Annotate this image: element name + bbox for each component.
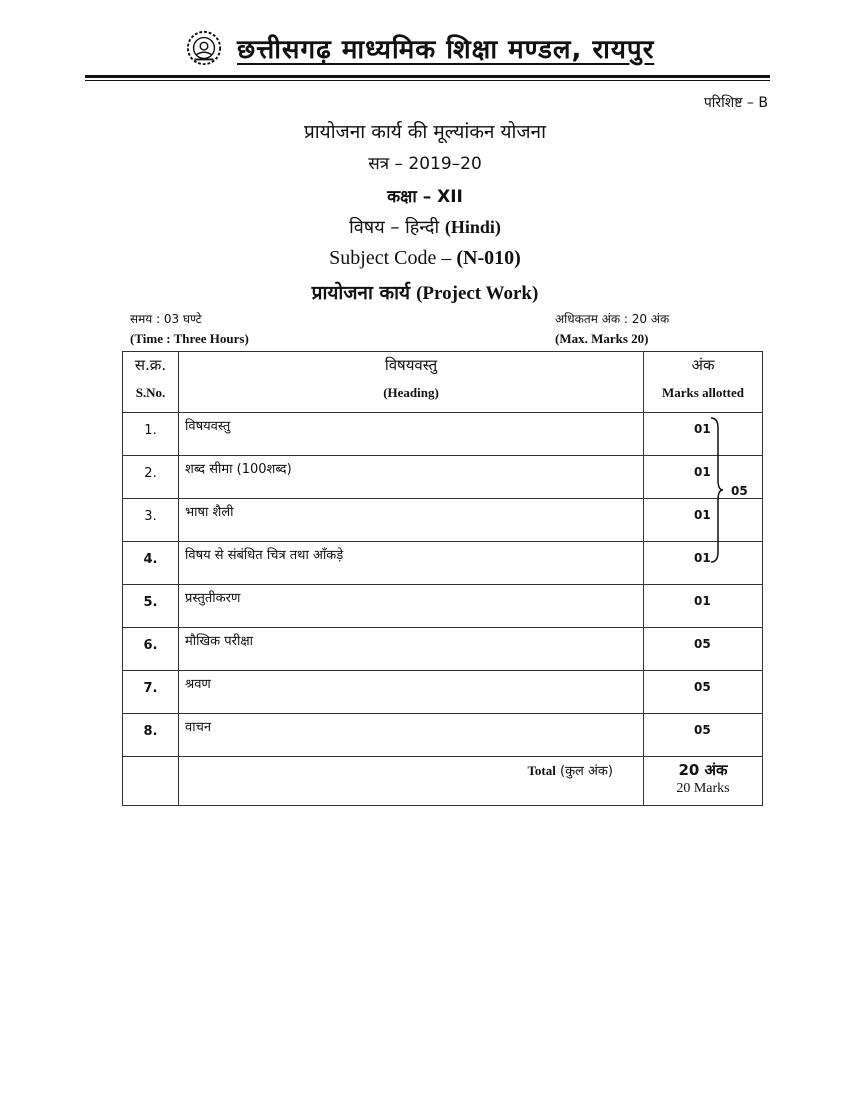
header-sno (123, 352, 179, 413)
row-sno: 8. (123, 714, 179, 757)
row-sno: 1. (123, 413, 179, 456)
subject-code-line (0, 247, 850, 270)
table-row (123, 413, 763, 456)
total-label-english: Total (527, 763, 556, 778)
table-row (123, 499, 763, 542)
row-heading: प्रस्तुतीकरण (179, 585, 644, 628)
session-line: सत्र – 2019–20 (368, 154, 482, 174)
max-marks-english: (Max. Marks 20) (555, 331, 649, 346)
row-marks-cell (644, 671, 763, 714)
header-heading (179, 352, 644, 413)
row-marks-cell (644, 413, 763, 456)
total-marks-english: 20 Marks (676, 781, 730, 796)
class-line: कक्षा – XII (387, 187, 463, 207)
row-sno: 7. (123, 671, 179, 714)
header-sno-hindi: स.क्र. (134, 356, 167, 374)
header-heading-english: (Heading) (383, 385, 439, 400)
marks-table (122, 351, 763, 806)
total-label-hindi: (कुल अंक) (560, 764, 613, 779)
table-row (123, 671, 763, 714)
row-marks: 05 (694, 637, 711, 651)
time-hindi: समय : 03 घण्टे (130, 312, 202, 326)
total-marks-hindi: 20 अंक (678, 761, 728, 779)
appendix-label: परिशिष्ट – B (703, 95, 768, 111)
row-heading: भाषा शैली (179, 499, 644, 542)
row-marks-cell (644, 499, 763, 542)
project-work-english: (Project Work) (416, 283, 539, 304)
row-sno: 5. (123, 585, 179, 628)
row-sno: 6. (123, 628, 179, 671)
group-total-marks: 05 (731, 484, 748, 498)
row-marks: 05 (694, 680, 711, 694)
subject-line (0, 215, 850, 239)
row-marks: 01 (694, 594, 711, 608)
row-marks-cell (644, 542, 763, 585)
subject-english: (Hindi) (444, 217, 501, 237)
header-rule-thin (85, 80, 770, 81)
row-heading: विषयवस्तु (179, 413, 644, 456)
row-heading: मौखिक परीक्षा (179, 628, 644, 671)
max-marks-hindi: अधिकतम अंक : 20 अंक (555, 312, 670, 326)
row-marks-cell (644, 585, 763, 628)
table-header-row (123, 352, 763, 413)
row-sno: 3. (123, 499, 179, 542)
time-english: (Time : Three Hours) (130, 331, 249, 346)
table-row (123, 714, 763, 757)
document-title: प्रायोजना कार्य की मूल्यांकन योजना (303, 121, 547, 143)
row-marks: 01 (694, 465, 711, 479)
total-empty-cell (123, 757, 179, 806)
row-sno: 2. (123, 456, 179, 499)
total-marks (644, 757, 763, 806)
header-sno-english: S.No. (135, 385, 166, 400)
row-heading: शब्द सीमा (100शब्द) (179, 456, 644, 499)
table-row (123, 456, 763, 499)
header-marks (644, 352, 763, 413)
row-marks: 01 (694, 551, 711, 565)
subject-code-label: Subject Code – (329, 247, 452, 269)
table-row (123, 542, 763, 585)
subject-code: (N-010) (456, 247, 521, 269)
table-row (123, 585, 763, 628)
header-marks-english: Marks allotted (662, 385, 744, 400)
total-row (123, 757, 763, 806)
row-marks-cell (644, 714, 763, 757)
board-emblem-icon (185, 29, 223, 67)
row-heading: विषय से संबंधित चित्र तथा आँकड़े (179, 542, 644, 585)
board-name: छत्तीसगढ़ माध्यमिक शिक्षा मण्डल, रायपुर (237, 35, 655, 65)
row-marks-cell (644, 628, 763, 671)
total-label (179, 757, 644, 806)
page-header (185, 26, 654, 70)
subject-hindi: विषय – हिन्दी (349, 217, 440, 238)
header-heading-hindi: विषयवस्तु (384, 356, 438, 374)
header-marks-hindi: अंक (691, 356, 715, 374)
row-marks: 05 (694, 723, 711, 737)
project-work-line (0, 279, 850, 305)
row-heading: श्रवण (179, 671, 644, 714)
right-brace-icon (710, 416, 724, 564)
row-sno: 4. (123, 542, 179, 585)
row-marks: 01 (694, 508, 711, 522)
row-heading: वाचन (179, 714, 644, 757)
header-rule-thick (85, 75, 770, 78)
table-row (123, 628, 763, 671)
project-work-hindi: प्रायोजना कार्य (311, 282, 411, 304)
row-marks: 01 (694, 422, 711, 436)
